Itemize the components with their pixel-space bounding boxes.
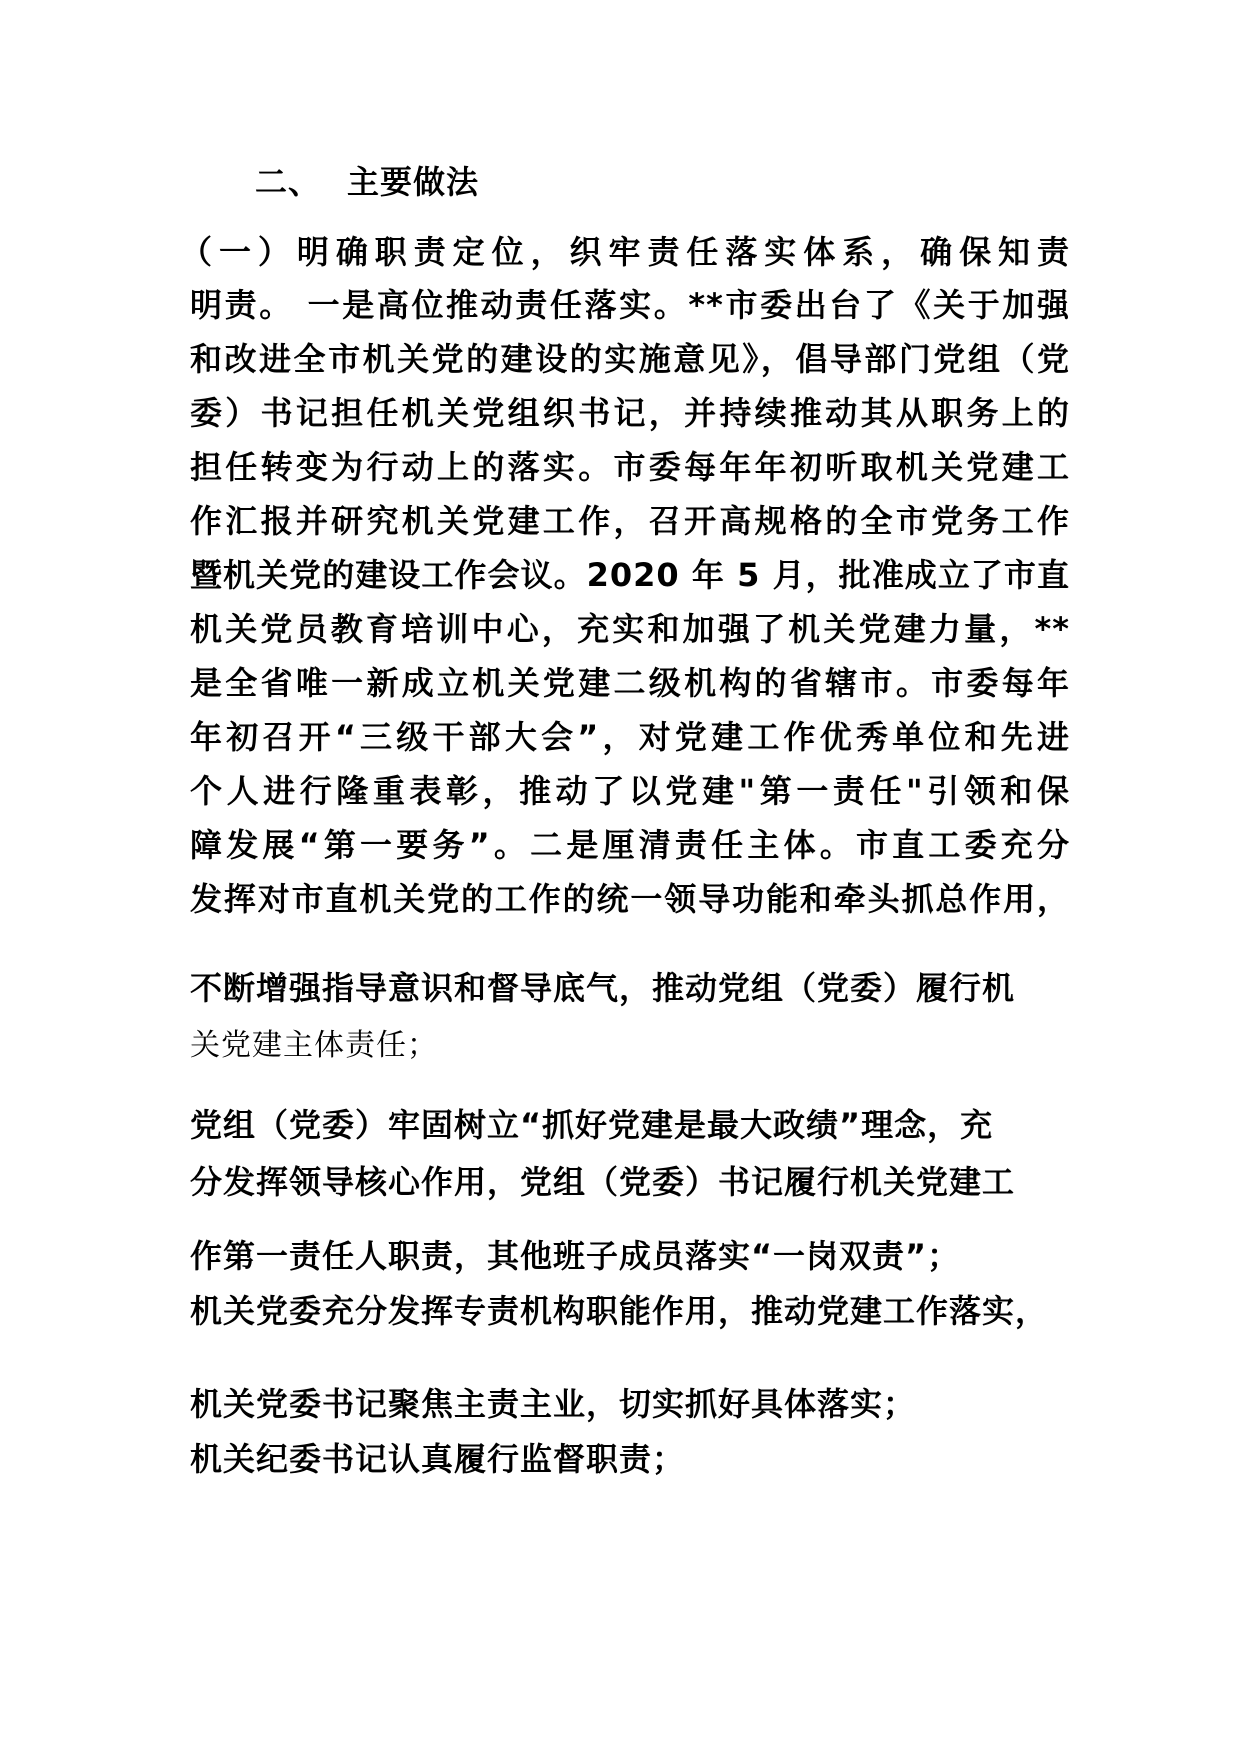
paragraph-line: 明责。 一是高位推动责任落实。**市委出台了《关于加强 xyxy=(190,286,1070,324)
paragraph-line: 个人进行隆重表彰，推动了以党建"第一责任"引领和保 xyxy=(190,772,1070,810)
paragraph-line: 机关党员教育培训中心，充实和加强了机关党建力量，** xyxy=(190,610,1070,648)
text-fragment: 党组（党委）牢固树立“抓好党建是最大政绩”理念，充 xyxy=(190,1106,994,1144)
text-fragment: 机关纪委书记认真履行监督职责； xyxy=(190,1440,686,1478)
paragraph-line: 委）书记担任机关党组织书记，并持续推动其从职务上的 xyxy=(190,394,1070,432)
paragraph-line: 暨机关党的建设工作会议。2020 年 5 月，批准成立了市直 xyxy=(190,556,1070,594)
paragraph-line: 作汇报并研究机关党建工作，召开高规格的全市党务工作 xyxy=(190,502,1070,540)
section-title: 主要做法 xyxy=(347,163,480,201)
section-heading xyxy=(255,162,479,202)
text-fragment: 不断增强指导意识和督导底气，推动党组（党委）履行机 xyxy=(190,969,1016,1007)
paragraph-line: （一）明确职责定位，织牢责任落实体系，确保知责 xyxy=(180,233,1070,271)
text-fragment: 作第一责任人职责，其他班子成员落实“一岗双责”； xyxy=(190,1237,961,1275)
text-fragment: 分发挥领导核心作用，党组（党委）书记履行机关党建工 xyxy=(190,1163,1016,1201)
paragraph-line: 担任转变为行动上的落实。市委每年年初听取机关党建工 xyxy=(190,448,1070,486)
paragraph-line: 是全省唯一新成立机关党建二级机构的省辖市。市委每年 xyxy=(190,664,1070,702)
text-fragment: 机关党委书记聚焦主责主业，切实抓好具体落实； xyxy=(190,1385,917,1423)
paragraph-line: 和改进全市机关党的建设的实施意见》，倡导部门党组（党 xyxy=(190,340,1070,378)
paragraph-line: 障发展“第一要务”。二是厘清责任主体。市直工委充分 xyxy=(190,826,1070,864)
paragraph-line: 发挥对市直机关党的工作的统一领导功能和牵头抓总作用， xyxy=(190,880,1070,918)
text-fragment: 关党建主体责任； xyxy=(190,1028,438,1063)
paragraph-line: 年初召开“三级干部大会”，对党建工作优秀单位和先进 xyxy=(190,718,1070,756)
section-number: 二、 xyxy=(255,163,322,201)
text-fragment: 机关党委充分发挥专责机构职能作用，推动党建工作落实， xyxy=(190,1292,1049,1330)
